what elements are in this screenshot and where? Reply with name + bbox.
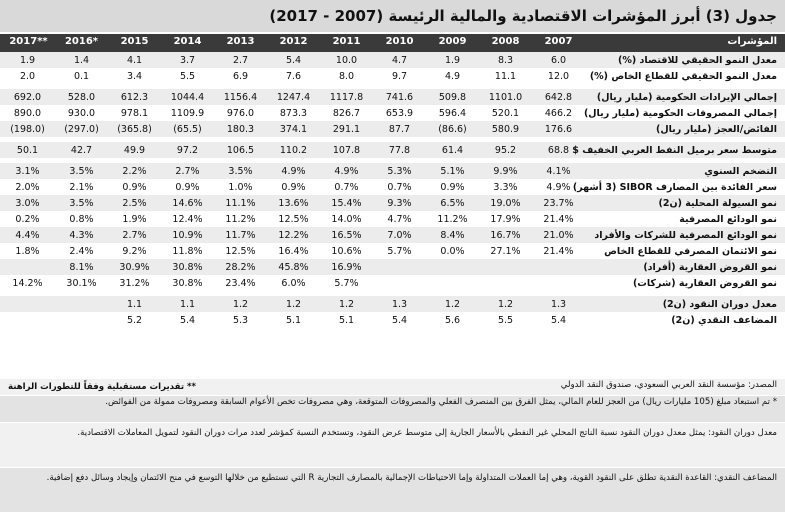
table-row (0, 211, 785, 227)
table-row (0, 312, 785, 328)
table-cell: 8.3 (479, 52, 532, 68)
footnote-multiplier (0, 468, 785, 512)
table-cell: 11.2% (426, 211, 479, 227)
table-cell: 976.0 (214, 105, 267, 121)
table-cell: 21.0% (532, 227, 585, 243)
table-cell: 5.3% (373, 163, 426, 179)
table-row (0, 89, 785, 105)
table-cell: 1.2 (426, 296, 479, 312)
table-cell: 5.1 (320, 312, 373, 328)
source-note (0, 379, 785, 395)
notes-section (0, 379, 785, 512)
table-cell: 890.0 (0, 105, 55, 121)
table-cell: 4.9% (267, 163, 320, 179)
table-cell: 4.7 (373, 52, 426, 68)
table-cell: (198.0) (0, 121, 55, 137)
table-cell: 4.9 (426, 68, 479, 84)
table-cell: 1247.4 (267, 89, 320, 105)
table-row (0, 163, 785, 179)
table-cell: 30.8% (161, 275, 214, 291)
table-cell: 1.2 (320, 296, 373, 312)
table-cell: 0.9% (267, 179, 320, 195)
table-cell: 12.5% (214, 243, 267, 259)
table-cell: 653.9 (373, 105, 426, 121)
table-cell: 978.1 (108, 105, 161, 121)
table-cell: 16.5% (320, 227, 373, 243)
footnote-deficit-text: * تم استبعاد مبلغ (105 مليارات ريال) من العجز للعام المالي، يمثل الفرق بين المنصرف الفعلي والمصروفات المتوقعة، وهي مصروفات تخص الأعوام السابقة ومصروفات ممولة من الفوائض. (105, 397, 777, 407)
table-cell: 106.5 (214, 142, 267, 158)
year-header: 2008 (491, 36, 520, 47)
year-header: 2014 (173, 36, 202, 47)
table-cell (479, 259, 532, 275)
table-cell: 30.9% (108, 259, 161, 275)
table-cell: 3.5% (214, 163, 267, 179)
table-cell: 1109.9 (161, 105, 214, 121)
table-cell: 42.7 (55, 142, 108, 158)
table-cell: 5.2 (108, 312, 161, 328)
row-label: الفائض/العجز (مليار ريال) (585, 121, 785, 137)
row-label: نمو الودائع المصرفية للشركات والأفراد (585, 227, 785, 243)
table-cell: 95.2 (479, 142, 532, 158)
indicator-column-header: المؤشرات (727, 36, 777, 47)
table-cell: 5.3 (214, 312, 267, 328)
table-cell: 110.2 (267, 142, 320, 158)
table-cell: 180.3 (214, 121, 267, 137)
table-cell: 2.7 (214, 52, 267, 68)
table-cell: 5.6 (426, 312, 479, 328)
table-cell: 692.0 (0, 89, 55, 105)
footnote-velocity (0, 423, 785, 467)
table-cell: 17.9% (479, 211, 532, 227)
table-cell: 4.9% (320, 163, 373, 179)
table-cell (426, 275, 479, 291)
table-cell: 6.0 (532, 52, 585, 68)
table-cell: 528.0 (55, 89, 108, 105)
table-cell: 8.4% (426, 227, 479, 243)
table-row (0, 105, 785, 121)
table-cell: 1.1 (108, 296, 161, 312)
row-label: متوسط سعر برميل النفط العربي الخفيف $ (585, 142, 785, 158)
table-cell: 19.0% (479, 195, 532, 211)
table-cell: 14.6% (161, 195, 214, 211)
table-cell: 4.1% (532, 163, 585, 179)
table-cell: 596.4 (426, 105, 479, 121)
footnote-deficit (0, 396, 785, 422)
table-cell: 0.2% (0, 211, 55, 227)
table-cell: 3.3% (479, 179, 532, 195)
table-cell: 1.2 (267, 296, 320, 312)
table-cell: 642.8 (532, 89, 585, 105)
year-header: 2007 (544, 36, 573, 47)
table-cell: 2.4% (55, 243, 108, 259)
table-cell: (65.5) (161, 121, 214, 137)
year-header: **2017 (9, 36, 48, 47)
table-cell: 291.1 (320, 121, 373, 137)
table-cell (0, 312, 55, 328)
table-title: جدول (3) أبرز المؤشرات الاقتصادية والمالية الرئيسة (2007 - 2017) (269, 7, 777, 25)
table-cell: 5.4 (373, 312, 426, 328)
table-cell: 107.8 (320, 142, 373, 158)
table-cell: 30.1% (55, 275, 108, 291)
table-cell: 5.4 (161, 312, 214, 328)
table-cell: 50.1 (0, 142, 55, 158)
table-cell: 5.5 (161, 68, 214, 84)
table-cell: 11.7% (214, 227, 267, 243)
table-cell: 930.0 (55, 105, 108, 121)
table-cell: 10.9% (161, 227, 214, 243)
table-cell (373, 275, 426, 291)
table-cell: 466.2 (532, 105, 585, 121)
table-cell: 12.0 (532, 68, 585, 84)
table-cell: 5.1% (426, 163, 479, 179)
table-cell: 4.7% (373, 211, 426, 227)
row-label: نمو القروض العقارية (شركات) (585, 275, 785, 291)
year-header: 2009 (438, 36, 467, 47)
table-cell: 21.4% (532, 211, 585, 227)
table-cell: 7.0% (373, 227, 426, 243)
table-cell: 9.3% (373, 195, 426, 211)
source-text: المصدر: مؤسسة النقد العربي السعودي، صندوق النقد الدولي (560, 380, 777, 390)
table-body (0, 52, 785, 328)
table-cell: 374.1 (267, 121, 320, 137)
row-label: سعر الفائدة بين المصارف SIBOR (3 أشهر) (585, 179, 785, 195)
table-row (0, 179, 785, 195)
table-cell: 87.7 (373, 121, 426, 137)
row-label: التضخم السنوي (585, 163, 785, 179)
table-cell: 5.7% (320, 275, 373, 291)
row-label: نمو السيولة المحلية (ن2) (585, 195, 785, 211)
table-cell: 1.3 (532, 296, 585, 312)
table-cell: 9.9% (479, 163, 532, 179)
table-cell: 1044.4 (161, 89, 214, 105)
table-cell: 11.1% (214, 195, 267, 211)
row-label: نمو الودائع المصرفية (585, 211, 785, 227)
table-cell: 15.4% (320, 195, 373, 211)
table-cell: 1156.4 (214, 89, 267, 105)
table-cell: 0.9% (426, 179, 479, 195)
row-label: المضاعف النقدي (ن2) (585, 312, 785, 328)
table-cell: 8.0 (320, 68, 373, 84)
table-cell: 0.7% (373, 179, 426, 195)
table-cell: 27.1% (479, 243, 532, 259)
table-cell: 23.4% (214, 275, 267, 291)
table-cell: 12.5% (267, 211, 320, 227)
table-cell: 1.9 (0, 52, 55, 68)
table-cell: 11.8% (161, 243, 214, 259)
table-cell: 1117.8 (320, 89, 373, 105)
table-cell: 0.8% (55, 211, 108, 227)
table-cell: 1.8% (0, 243, 55, 259)
table-cell: 6.9 (214, 68, 267, 84)
table-cell: (86.6) (426, 121, 479, 137)
year-header: 2013 (226, 36, 255, 47)
table-cell: 13.6% (267, 195, 320, 211)
table-cell (55, 296, 108, 312)
table-cell: 49.9 (108, 142, 161, 158)
table-cell: 1.4 (55, 52, 108, 68)
table-cell: 16.4% (267, 243, 320, 259)
table-cell: 1.2 (479, 296, 532, 312)
table-row (0, 121, 785, 137)
table-cell: 3.7 (161, 52, 214, 68)
table-cell: 0.9% (108, 179, 161, 195)
table-cell: 97.2 (161, 142, 214, 158)
table-cell: 176.6 (532, 121, 585, 137)
table-cell: 3.1% (0, 163, 55, 179)
table-cell: 14.2% (0, 275, 55, 291)
footnote-multiplier-text: المضاعف النقدي: القاعدة النقدية تطلق على النقود القوية، وهي إما العملات المتداولة وإما الاحتياطات الإجمالية بالمصارف التجارية R التي تستطيع من خلالها التوسع في منح الائتمان وإيجاد وسائل دفع إضافية. (46, 473, 777, 483)
table-cell: 77.8 (373, 142, 426, 158)
table-cell: 11.2% (214, 211, 267, 227)
table-cell: 6.5% (426, 195, 479, 211)
table-cell: 16.9% (320, 259, 373, 275)
table-cell: (365.8) (108, 121, 161, 137)
table-cell: 68.8 (532, 142, 585, 158)
row-label: نمو القروض العقارية (أفراد) (585, 259, 785, 275)
table-cell: 21.4% (532, 243, 585, 259)
table-cell: 3.5% (55, 195, 108, 211)
table-cell: 826.7 (320, 105, 373, 121)
table-cell: (297.0) (55, 121, 108, 137)
table-cell: 14.0% (320, 211, 373, 227)
table-cell: 741.6 (373, 89, 426, 105)
table-cell: 873.3 (267, 105, 320, 121)
table-cell: 509.8 (426, 89, 479, 105)
table-cell: 1.9% (108, 211, 161, 227)
table-row (0, 227, 785, 243)
row-label: معدل النمو الحقيقي للقطاع الخاص (%) (585, 68, 785, 84)
table-cell: 12.4% (161, 211, 214, 227)
table-cell (532, 275, 585, 291)
table-cell: 6.0% (267, 275, 320, 291)
table-cell: 5.1 (267, 312, 320, 328)
year-header: 2012 (279, 36, 308, 47)
table-cell: 2.2% (108, 163, 161, 179)
table-cell: 2.1% (55, 179, 108, 195)
table-cell: 2.0 (0, 68, 55, 84)
row-label: معدل النمو الحقيقي للاقتصاد (%) (585, 52, 785, 68)
table-cell: 0.9% (161, 179, 214, 195)
table-row (0, 52, 785, 68)
table-row (0, 259, 785, 275)
table-cell: 4.1 (108, 52, 161, 68)
table-cell: 4.3% (55, 227, 108, 243)
table-cell: 3.0% (0, 195, 55, 211)
table-cell: 28.2% (214, 259, 267, 275)
table-row (0, 68, 785, 84)
table-row (0, 142, 785, 158)
table-cell: 30.8% (161, 259, 214, 275)
table-row (0, 275, 785, 291)
table-cell: 1.0% (214, 179, 267, 195)
table-cell: 612.3 (108, 89, 161, 105)
table-row (0, 195, 785, 211)
table-cell (532, 259, 585, 275)
table-cell: 1.2 (214, 296, 267, 312)
table-cell: 1.3 (373, 296, 426, 312)
table-cell (479, 275, 532, 291)
table-cell (373, 259, 426, 275)
row-label: إجمالي المصروفات الحكومية (مليار ريال) (585, 105, 785, 121)
table-cell (0, 296, 55, 312)
table-row (0, 296, 785, 312)
table-cell: 9.2% (108, 243, 161, 259)
table-cell: 10.6% (320, 243, 373, 259)
table-cell: 5.4 (267, 52, 320, 68)
table-cell: 61.4 (426, 142, 479, 158)
year-header: *2016 (64, 36, 99, 47)
indicators-table (0, 52, 785, 328)
table-cell: 5.7% (373, 243, 426, 259)
table-cell: 7.6 (267, 68, 320, 84)
table-cell: 4.9% (532, 179, 585, 195)
table-cell: 0.0% (426, 243, 479, 259)
table-header-row (0, 34, 785, 52)
table-cell: 0.1 (55, 68, 108, 84)
table-cell: 1101.0 (479, 89, 532, 105)
table-cell: 31.2% (108, 275, 161, 291)
table-cell: 5.5 (479, 312, 532, 328)
table-cell: 16.7% (479, 227, 532, 243)
table-cell: 1.9 (426, 52, 479, 68)
table-cell: 520.1 (479, 105, 532, 121)
row-label: نمو الائتمان المصرفي للقطاع الخاص (585, 243, 785, 259)
estimates-note: ** تقديرات مستقبلية وفقاً للتطورات الراهنة (8, 382, 197, 392)
footnote-velocity-text: معدل دوران النقود: يمثل معدل دوران النقود نسبة الناتج المحلي غير النفطي بالأسعار الجارية إلى متوسط عرض النقود، وتستخدم النسبة كمؤشر لعدد مرات دوران النقود لتمويل المعاملات الاقتصادية. (77, 428, 777, 438)
table-cell: 580.9 (479, 121, 532, 137)
table-cell: 2.5% (108, 195, 161, 211)
table-title-bar (0, 0, 785, 32)
year-header: 2015 (120, 36, 149, 47)
table-cell: 11.1 (479, 68, 532, 84)
table-cell: 2.7% (108, 227, 161, 243)
table-cell: 45.8% (267, 259, 320, 275)
table-cell: 10.0 (320, 52, 373, 68)
table-cell: 4.4% (0, 227, 55, 243)
table-cell: 1.1 (161, 296, 214, 312)
row-label: إجمالي الإيرادات الحكومية (مليار ريال) (585, 89, 785, 105)
table-cell (0, 259, 55, 275)
table-cell: 2.7% (161, 163, 214, 179)
table-cell: 3.5% (55, 163, 108, 179)
table-cell: 12.2% (267, 227, 320, 243)
table-cell: 2.0% (0, 179, 55, 195)
table-cell: 8.1% (55, 259, 108, 275)
table-cell: 3.4 (108, 68, 161, 84)
table-cell (426, 259, 479, 275)
row-label: معدل دوران النقود (ن2) (585, 296, 785, 312)
table-cell (55, 312, 108, 328)
year-header: 2010 (385, 36, 414, 47)
table-cell: 23.7% (532, 195, 585, 211)
table-row (0, 243, 785, 259)
table-cell: 0.7% (320, 179, 373, 195)
year-header: 2011 (332, 36, 361, 47)
table-cell: 9.7 (373, 68, 426, 84)
table-cell: 5.4 (532, 312, 585, 328)
